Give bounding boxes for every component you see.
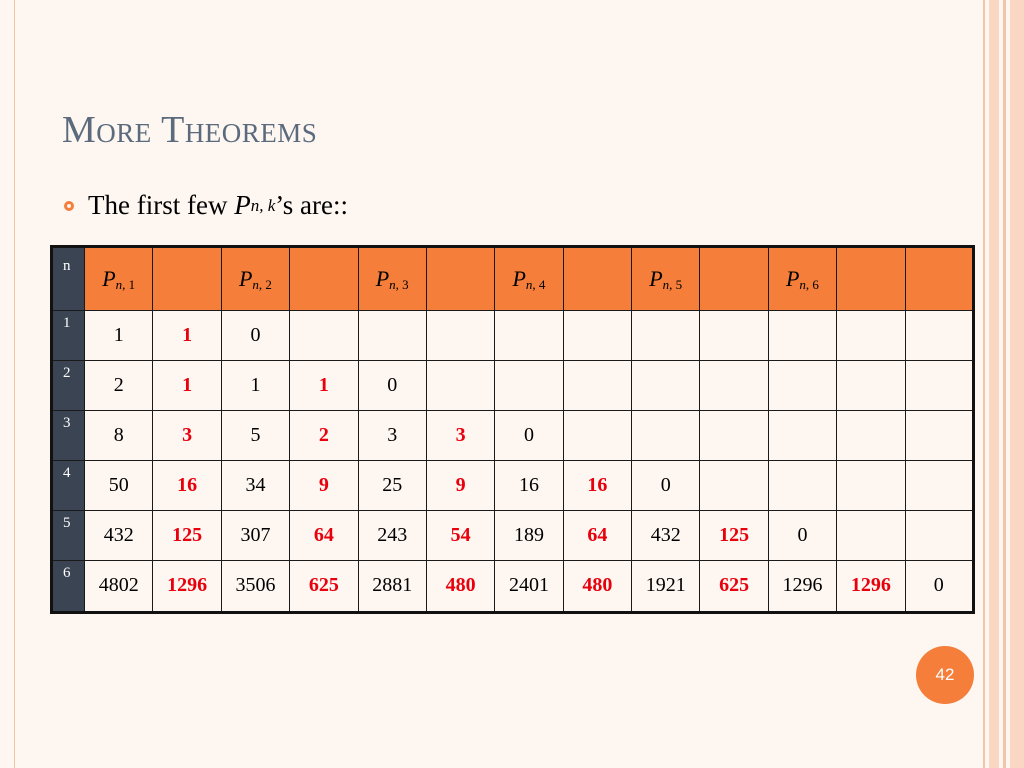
- column-header-label: [102, 266, 135, 291]
- table-cell-highlight: 9: [290, 460, 358, 510]
- table-cell: [905, 311, 974, 361]
- bullet-prefix: The first few: [88, 190, 235, 220]
- table-cell: 8: [85, 410, 153, 460]
- table-cell-highlight: 16: [153, 460, 221, 510]
- column-header: [221, 247, 289, 311]
- table-cell-highlight: 64: [563, 510, 631, 560]
- bullet-circle-icon: [64, 201, 74, 211]
- column-header-subscript-k: , 5: [669, 276, 683, 292]
- table-cell-highlight: [426, 360, 494, 410]
- table-row: [52, 460, 974, 510]
- row-index: 2: [52, 360, 85, 410]
- table-cell: 4802: [85, 560, 153, 612]
- column-header-subscript-k: , 1: [122, 276, 136, 292]
- column-header-label: [239, 266, 272, 291]
- column-header-symbol: P: [238, 265, 253, 291]
- table-cell-highlight: [700, 311, 768, 361]
- table-cell-highlight: [837, 460, 905, 510]
- column-header-subscript: [526, 277, 546, 292]
- column-header-subscript-n: n: [252, 276, 259, 292]
- table-cell-highlight: 1: [153, 311, 221, 361]
- column-header: [358, 247, 426, 311]
- table-row: [52, 510, 974, 560]
- bullet-subscript: n, k: [250, 195, 276, 215]
- table-cell: 0: [358, 360, 426, 410]
- table-cell-highlight: 480: [426, 560, 494, 612]
- column-header: [85, 247, 153, 311]
- column-header-subscript: [663, 277, 683, 292]
- table-cell-highlight: [563, 360, 631, 410]
- column-header-subscript-k: , 3: [395, 276, 409, 292]
- table-cell-highlight: [837, 360, 905, 410]
- table-cell: 2881: [358, 560, 426, 612]
- table-cell-highlight: [700, 410, 768, 460]
- table-cell: [768, 410, 836, 460]
- table-cell: [495, 360, 563, 410]
- column-header-label: [376, 266, 409, 291]
- column-header: [700, 247, 768, 311]
- table-cell: 0: [905, 560, 974, 612]
- table-cell: 1921: [632, 560, 700, 612]
- table-cell: [495, 311, 563, 361]
- table-cell: 0: [632, 460, 700, 510]
- table-cell: 2: [85, 360, 153, 410]
- column-header-label: [512, 266, 545, 291]
- table-cell-highlight: 9: [426, 460, 494, 510]
- column-header-subscript: [116, 277, 136, 292]
- table-cell: 1296: [768, 560, 836, 612]
- table-body: [52, 311, 974, 613]
- column-header-symbol: P: [102, 265, 116, 291]
- table-cell-highlight: 2: [290, 410, 358, 460]
- table-cell-highlight: 54: [426, 510, 494, 560]
- column-header-subscript: [252, 277, 272, 292]
- slide-title: More Theorems: [62, 109, 318, 151]
- table-cell: 0: [221, 311, 289, 361]
- table-cell-highlight: [700, 360, 768, 410]
- table-cell: [905, 410, 974, 460]
- table-cell: [632, 360, 700, 410]
- table-cell: 0: [495, 410, 563, 460]
- table-cell: [632, 311, 700, 361]
- table-cell: [768, 360, 836, 410]
- column-header-symbol: P: [512, 265, 526, 291]
- column-header: [632, 247, 700, 311]
- table-cell-highlight: [563, 410, 631, 460]
- table-cell: [358, 311, 426, 361]
- table-cell-highlight: 16: [563, 460, 631, 510]
- column-header-subscript: [389, 277, 409, 292]
- left-border-line: [14, 0, 15, 768]
- row-index: 6: [52, 560, 85, 612]
- page-number-badge: 42: [916, 646, 974, 704]
- table-cell-highlight: [837, 510, 905, 560]
- row-index: 4: [52, 460, 85, 510]
- bullet-line: [64, 190, 348, 221]
- table-cell: [905, 460, 974, 510]
- table-cell-highlight: 625: [290, 560, 358, 612]
- table-cell-highlight: 125: [153, 510, 221, 560]
- table-cell-highlight: [426, 311, 494, 361]
- table-cell-highlight: 480: [563, 560, 631, 612]
- table-row: [52, 410, 974, 460]
- table-cell: 189: [495, 510, 563, 560]
- column-header-subscript-n: n: [799, 276, 806, 292]
- column-header-subscript-n: n: [662, 276, 670, 292]
- right-border-stripe-2: [989, 0, 999, 768]
- table-cell: 3: [358, 410, 426, 460]
- table-cell: [905, 360, 974, 410]
- table-cell-highlight: 1296: [153, 560, 221, 612]
- table-cell: [768, 311, 836, 361]
- table-cell: 25: [358, 460, 426, 510]
- table-cell: 16: [495, 460, 563, 510]
- table-cell-highlight: [563, 311, 631, 361]
- row-index: 1: [52, 311, 85, 361]
- column-header: [905, 247, 974, 311]
- row-index: 5: [52, 510, 85, 560]
- table-cell: 1: [85, 311, 153, 361]
- column-header-label: [786, 266, 819, 291]
- column-header-subscript-k: , 4: [532, 276, 546, 292]
- column-header-subscript: [799, 277, 819, 292]
- column-header: [837, 247, 905, 311]
- row-index: 3: [52, 410, 85, 460]
- table-cell: 1: [221, 360, 289, 410]
- table-cell: 2401: [495, 560, 563, 612]
- table-cell: 34: [221, 460, 289, 510]
- column-header-subscript-n: n: [389, 276, 396, 292]
- column-header-symbol: P: [785, 265, 800, 291]
- column-header: [768, 247, 836, 311]
- table-cell-highlight: 3: [153, 410, 221, 460]
- column-header-symbol: P: [649, 265, 663, 291]
- right-border-stripe-4: [1010, 0, 1024, 768]
- column-header-n: n: [52, 247, 85, 311]
- column-header: [495, 247, 563, 311]
- table-cell: 243: [358, 510, 426, 560]
- column-header-label: [649, 266, 682, 291]
- bullet-suffix: ’s are::: [275, 190, 348, 220]
- table-cell-highlight: 125: [700, 510, 768, 560]
- column-header-subscript-k: , 2: [258, 276, 272, 292]
- column-header-subscript-k: , 6: [805, 276, 819, 292]
- column-header: [290, 247, 358, 311]
- column-header-subscript-n: n: [525, 276, 533, 292]
- table-cell: 50: [85, 460, 153, 510]
- table-cell-highlight: 1: [153, 360, 221, 410]
- table-cell-highlight: 1: [290, 360, 358, 410]
- right-border-stripe-1: [983, 0, 985, 768]
- column-header-subscript-n: n: [115, 276, 123, 292]
- table-row: [52, 311, 974, 361]
- table-cell-highlight: [700, 460, 768, 510]
- table-cell-highlight: 625: [700, 560, 768, 612]
- table-row: [52, 360, 974, 410]
- partition-table: [50, 245, 975, 614]
- right-border-stripe-3: [1003, 0, 1006, 768]
- column-header: [153, 247, 221, 311]
- table-cell: 5: [221, 410, 289, 460]
- table-cell-highlight: [837, 311, 905, 361]
- table-cell: [632, 410, 700, 460]
- table-cell-highlight: [290, 311, 358, 361]
- bullet-symbol: P: [234, 190, 251, 220]
- column-header: [563, 247, 631, 311]
- table-cell-highlight: 1296: [837, 560, 905, 612]
- table-cell: 0: [768, 510, 836, 560]
- table-cell: [905, 510, 974, 560]
- table-cell-highlight: 3: [426, 410, 494, 460]
- table-header-row: [52, 247, 974, 311]
- table-cell: 432: [85, 510, 153, 560]
- table-cell: 307: [221, 510, 289, 560]
- table-row: [52, 560, 974, 612]
- column-header-symbol: P: [375, 265, 390, 291]
- table-cell-highlight: 64: [290, 510, 358, 560]
- table-cell: 432: [632, 510, 700, 560]
- table-cell: [768, 460, 836, 510]
- column-header: [426, 247, 494, 311]
- table-cell: 3506: [221, 560, 289, 612]
- table-cell-highlight: [837, 410, 905, 460]
